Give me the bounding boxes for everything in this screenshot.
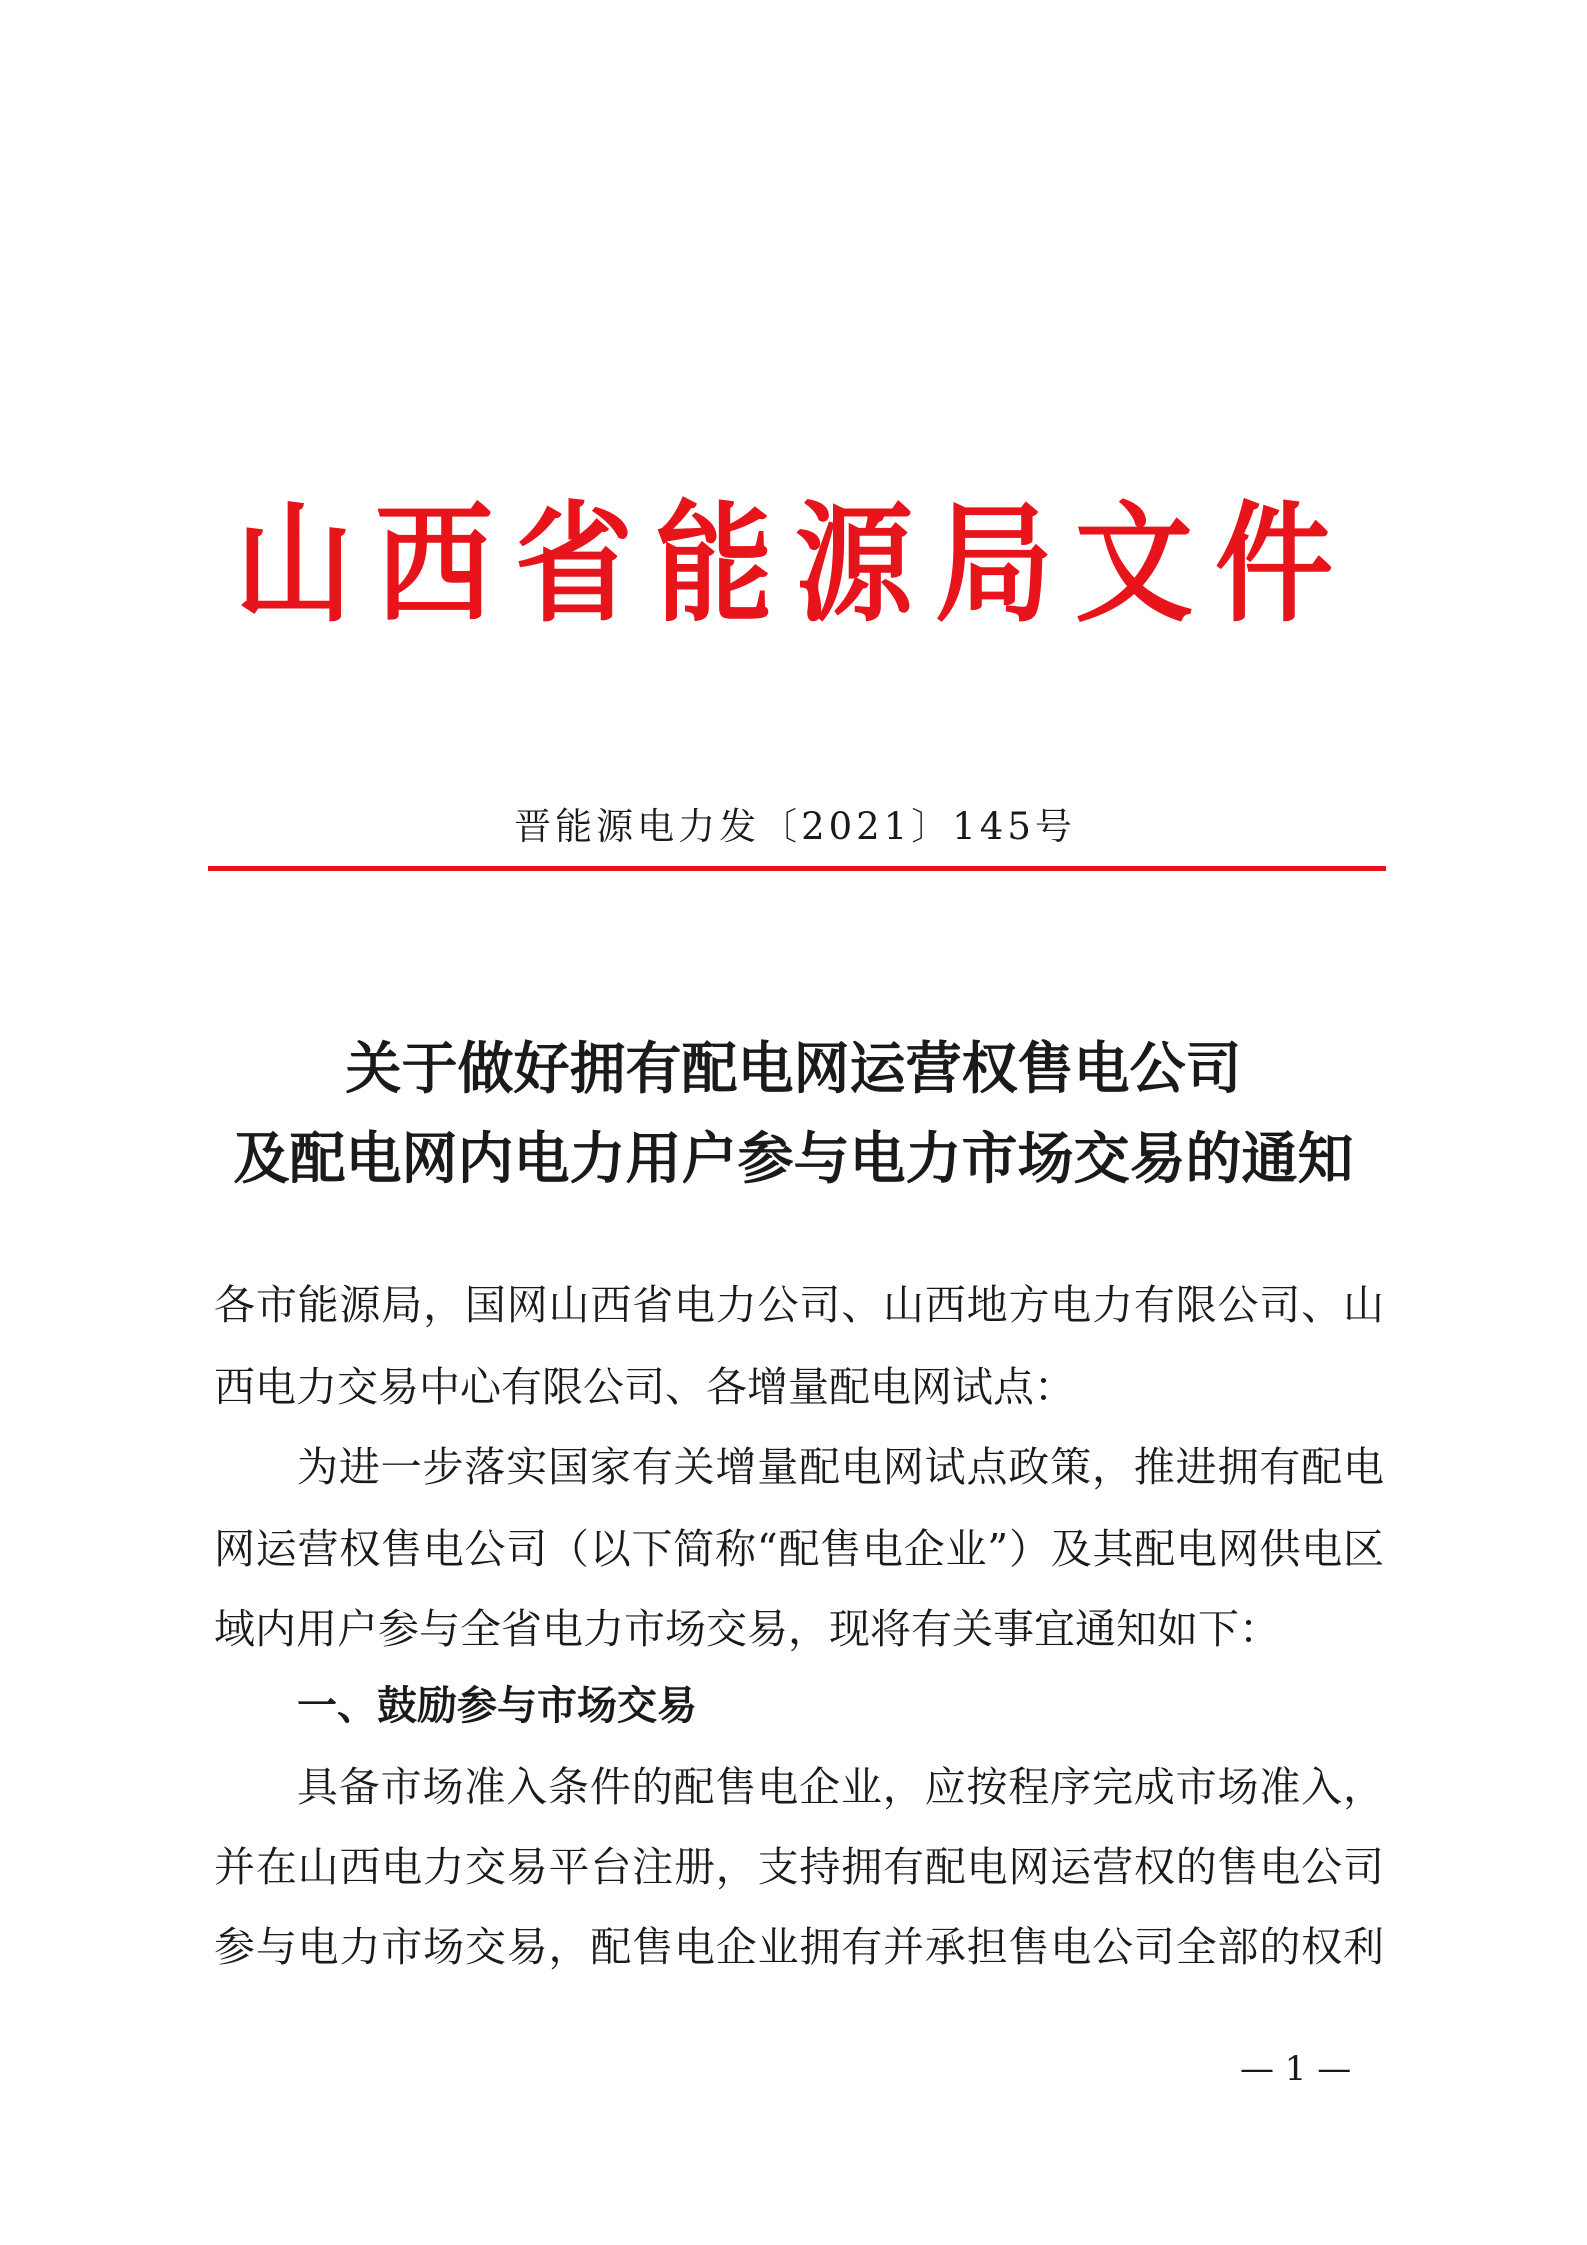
intro-line-3: 域内用户参与全省电力市场交易，现将有关事宜通知如下： bbox=[214, 1605, 1280, 1653]
section-1-line-2: 并在山西电力交易平台注册，支持拥有配电网运营权的售电公司 bbox=[214, 1843, 1384, 1891]
intro-line-2: 网运营权售电公司（以下简称“配售电企业”）及其配电网供电区 bbox=[214, 1525, 1384, 1573]
section-1-heading: 一、鼓励参与市场交易 bbox=[297, 1683, 697, 1729]
recipients-line-1: 各市能源局，国网山西省电力公司、山西地方电力有限公司、山 bbox=[214, 1281, 1384, 1329]
page-number: — 1 — bbox=[1240, 2049, 1352, 2089]
issuer-title: 山西省能源局文件 bbox=[234, 487, 1355, 640]
section-1-line-3: 参与电力市场交易，配售电企业拥有并承担售电公司全部的权利 bbox=[214, 1923, 1384, 1971]
recipients-line-2: 西电力交易中心有限公司、各增量配电网试点： bbox=[214, 1363, 1075, 1411]
red-divider bbox=[208, 866, 1386, 871]
document-title-line-1: 关于做好拥有配电网运营权售电公司 bbox=[345, 1036, 1242, 1102]
section-1-line-1: 具备市场准入条件的配售电企业，应按程序完成市场准入， bbox=[297, 1763, 1384, 1811]
intro-line-1: 为进一步落实国家有关增量配电网试点政策，推进拥有配电 bbox=[297, 1443, 1384, 1491]
document-title-line-2: 及配电网内电力用户参与电力市场交易的通知 bbox=[233, 1126, 1354, 1192]
document-number: 晋能源电力发〔2021〕145号 bbox=[514, 805, 1076, 848]
